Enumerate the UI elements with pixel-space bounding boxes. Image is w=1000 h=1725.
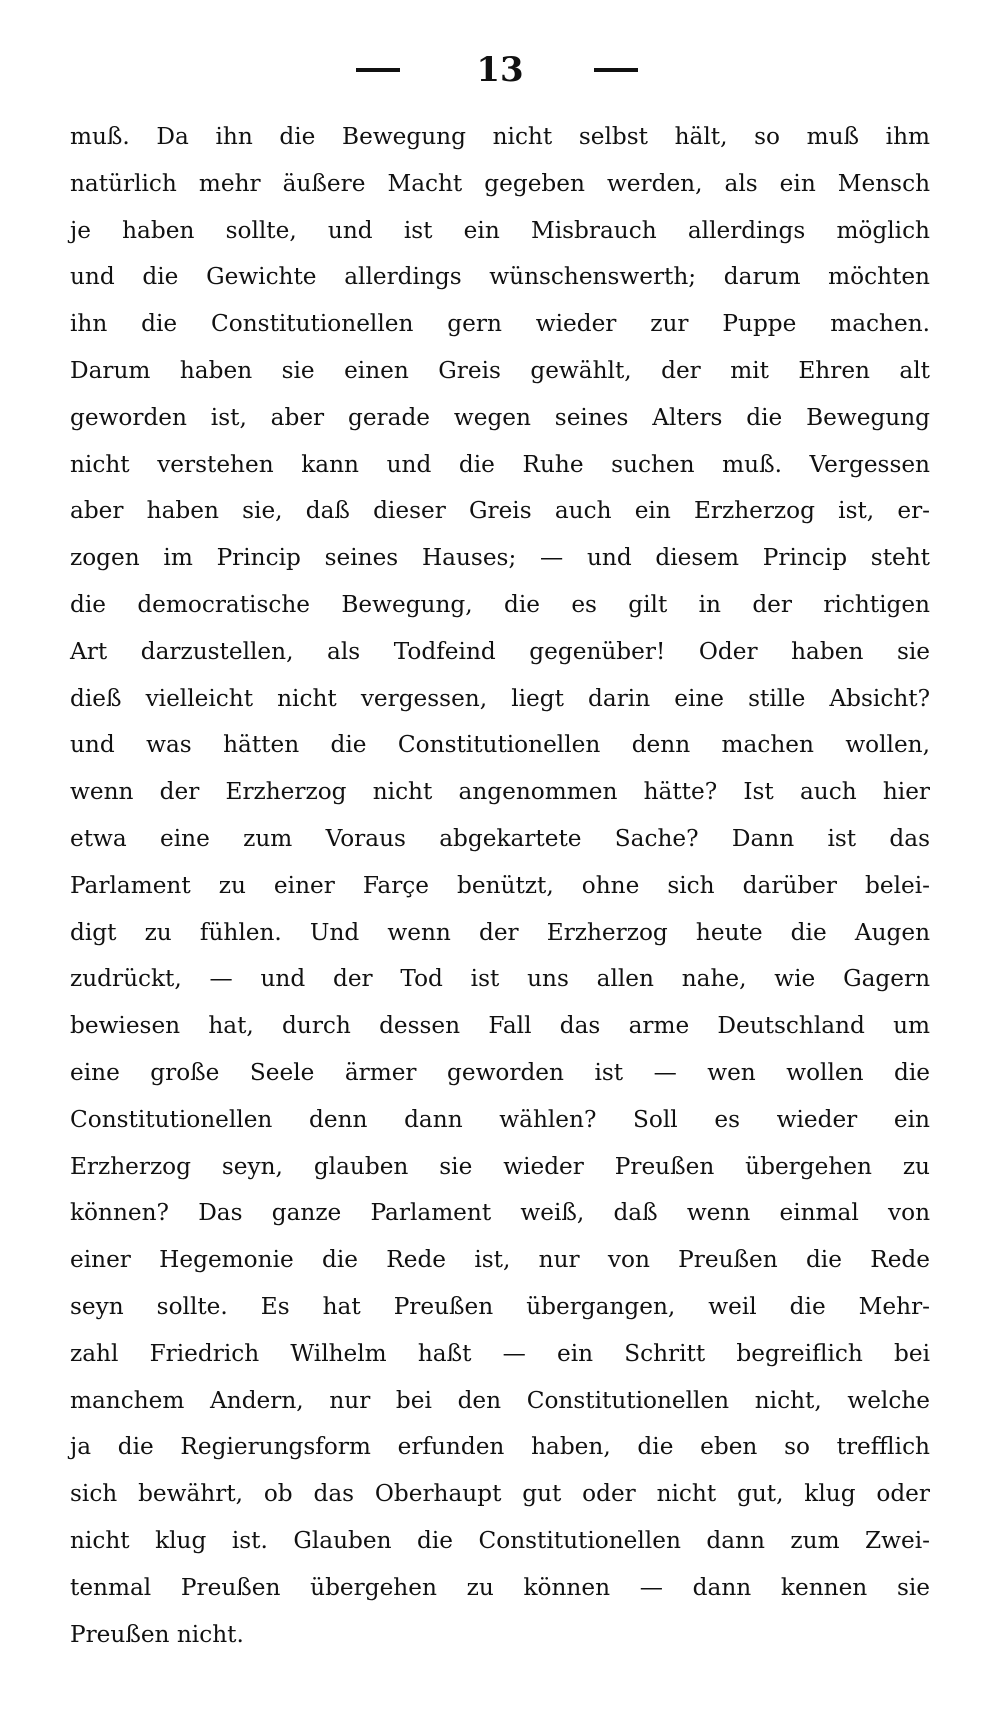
page-header [0, 46, 1000, 96]
text-line: einer Hegemonie die Rede ist, nur von Preußen die Rede [70, 1246, 930, 1274]
text-line: bewiesen hat, durch dessen Fall das arme Deutschland um [70, 1012, 930, 1040]
text-line: manchem Andern, nur bei den Constitutionellen nicht, welche [70, 1386, 930, 1414]
text-line: seyn sollte. Es hat Preußen übergangen, weil die Mehr- [70, 1292, 930, 1320]
text-line: die democratische Bewegung, die es gilt in der richtigen [70, 590, 930, 618]
text-line: Preußen nicht. [70, 1620, 244, 1648]
text-line: aber haben sie, daß dieser Greis auch ein Erzherzog ist, er- [70, 497, 930, 525]
text-line: geworden ist, aber gerade wegen seines Alters die Bewegung [70, 403, 930, 431]
text-line: muß. Da ihn die Bewegung nicht selbst hält, so muß ihm [70, 123, 930, 150]
text-line: nicht verstehen kann und die Ruhe suchen muß. Vergessen [70, 450, 930, 478]
body-text [70, 114, 930, 1658]
text-line: ihn die Constitutionellen gern wieder zur Puppe machen. [70, 310, 930, 338]
text-line: wenn der Erzherzog nicht angenommen hätte? Ist auch hier [70, 778, 930, 806]
text-line: Erzherzog seyn, glauben sie wieder Preußen übergehen zu [70, 1152, 930, 1180]
header-dash-right [594, 68, 638, 72]
text-line: zahl Friedrich Wilhelm haßt — ein Schritt begreiflich bei [70, 1339, 930, 1367]
text-line: zudrückt, — und der Tod ist uns allen nahe, wie Gagern [70, 965, 930, 993]
text-line: ja die Regierungsform erfunden haben, die eben so trefflich [70, 1433, 930, 1461]
text-line: etwa eine zum Voraus abgekartete Sache? Dann ist das [70, 824, 930, 852]
text-line: dieß vielleicht nicht vergessen, liegt darin eine stille Absicht? [70, 684, 930, 712]
text-line: und was hätten die Constitutionellen denn machen wollen, [70, 731, 930, 759]
text-line: tenmal Preußen übergehen zu können — dann kennen sie [70, 1573, 930, 1601]
text-line: und die Gewichte allerdings wünschenswerth; darum möchten [70, 263, 930, 291]
text-line: natürlich mehr äußere Macht gegeben werden, als ein Mensch [70, 169, 930, 197]
text-line: Darum haben sie einen Greis gewählt, der mit Ehren alt [70, 356, 930, 384]
page-number: 13 [476, 50, 524, 90]
text-line: Art darzustellen, als Todfeind gegenüber! Oder haben sie [70, 637, 930, 665]
text-line: digt zu fühlen. Und wenn der Erzherzog heute die Augen [70, 918, 930, 946]
text-line: nicht klug ist. Glauben die Constitutionellen dann zum Zwei- [70, 1526, 930, 1554]
text-line: sich bewährt, ob das Oberhaupt gut oder nicht gut, klug oder [70, 1480, 930, 1508]
text-line: je haben sollte, und ist ein Misbrauch allerdings möglich [70, 216, 930, 244]
text-line: zogen im Princip seines Hauses; — und diesem Princip steht [70, 544, 930, 572]
text-line: Constitutionellen denn dann wählen? Soll es wieder ein [70, 1105, 930, 1133]
text-line: Parlament zu einer Farçe benützt, ohne sich darüber belei- [70, 871, 930, 899]
text-line: eine große Seele ärmer geworden ist — wen wollen die [70, 1058, 930, 1086]
text-line: können? Das ganze Parlament weiß, daß wenn einmal von [70, 1199, 930, 1227]
